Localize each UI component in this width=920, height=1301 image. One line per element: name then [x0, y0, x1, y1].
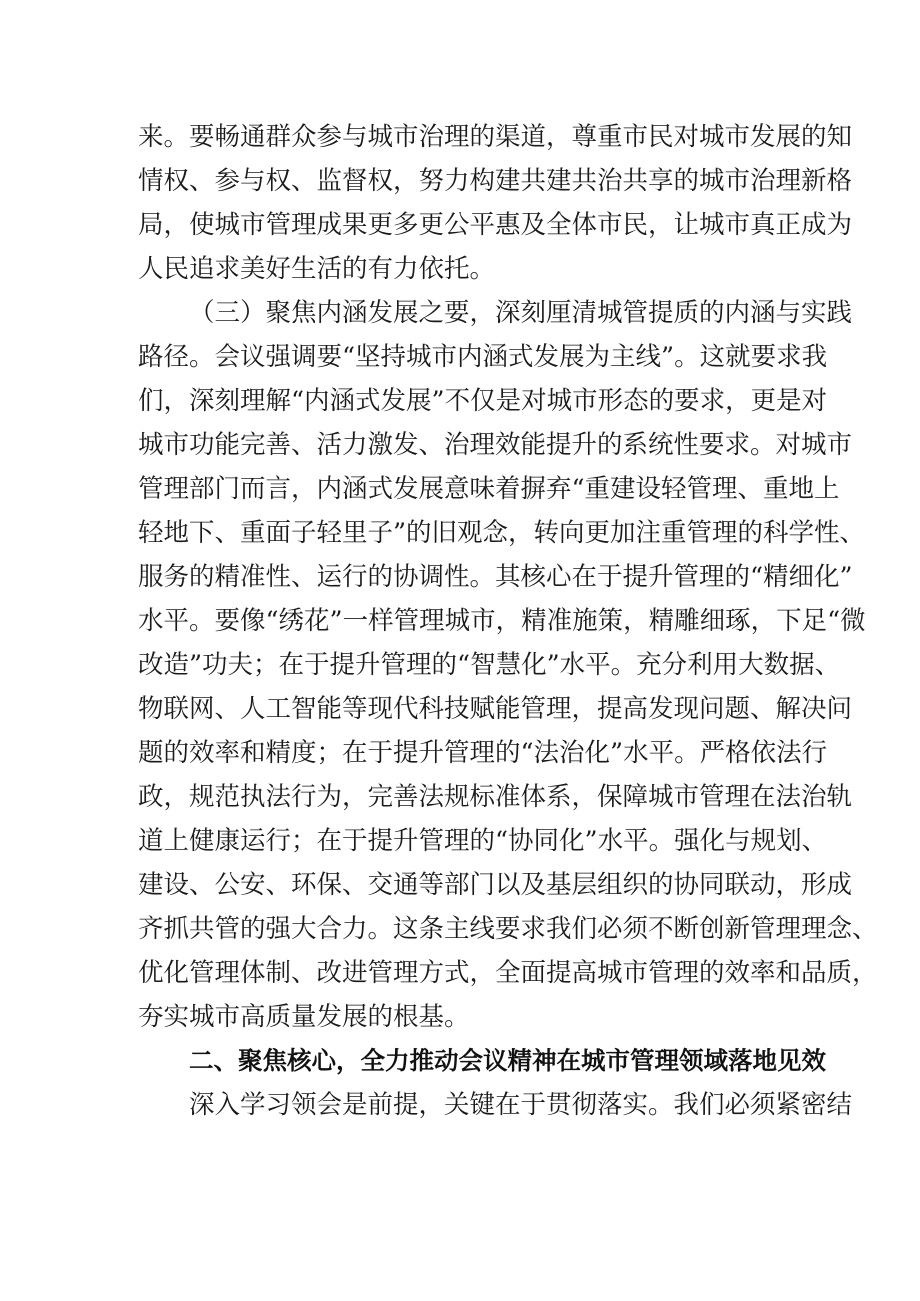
body-text-line: 政，规范执法行为，完善法规标准体系，保障城市管理在法治轨: [138, 782, 853, 812]
body-text-line: 齐抓共管的强大合力。这条主线要求我们必须不断创新管理理念、: [138, 914, 878, 944]
body-text-line: 路径。会议强调要“坚持城市内涵式发展为主线”。这就要求我: [138, 342, 828, 372]
body-text-line: 建设、公安、环保、交通等部门以及基层组织的协同联动，形成: [138, 870, 853, 900]
body-text-line: 人民追求美好生活的有力依托。: [138, 254, 496, 284]
body-text-line: 城市功能完善、活力激发、治理效能提升的系统性要求。对城市: [138, 430, 853, 460]
body-text-line: 题的效率和精度；在于提升管理的“法治化”水平。严格依法行: [138, 738, 828, 768]
body-text-line: 优化管理体制、改进管理方式，全面提高城市管理的效率和品质，: [138, 958, 878, 988]
body-text-line: 深入学习领会是前提，关键在于贯彻落实。我们必须紧密结: [189, 1090, 853, 1120]
body-text-line: 轻地下、重面子轻里子”的旧观念，转向更加注重管理的科学性、: [138, 518, 866, 548]
section-subheading-line: （三）聚焦内涵发展之要，深刻厘清城管提质的内涵与实践: [189, 298, 853, 328]
body-text-line: 夯实城市高质量发展的根基。: [138, 1002, 470, 1032]
body-text-line: 水平。要像“绣花”一样管理城市，精准施策，精雕细琢，下足“微: [138, 606, 866, 636]
body-text-line: 们，深刻理解“内涵式发展”不仅是对城市形态的要求，更是对: [138, 386, 828, 416]
body-text-line: 物联网、人工智能等现代科技赋能管理，提高发现问题、解决问: [138, 694, 853, 724]
body-text-line: 局，使城市管理成果更多更公平惠及全体市民，让城市真正成为: [138, 210, 853, 240]
body-text-line: 来。要畅通群众参与城市治理的渠道，尊重市民对城市发展的知: [138, 122, 853, 152]
body-text-line: 改造”功夫；在于提升管理的“智慧化”水平。充分利用大数据、: [138, 650, 841, 680]
section-heading: 二、聚焦核心，全力推动会议精神在城市管理领域落地见效: [189, 1046, 826, 1075]
body-text-line: 管理部门而言，内涵式发展意味着摒弃“重建设轻管理、重地上: [138, 474, 840, 504]
body-text-line: 道上健康运行；在于提升管理的“协同化”水平。强化与规划、: [138, 826, 828, 856]
body-text-line: 情权、参与权、监督权，努力构建共建共治共享的城市治理新格: [138, 166, 853, 196]
body-text-line: 服务的精准性、运行的协调性。其核心在于提升管理的“精细化”: [138, 562, 853, 592]
